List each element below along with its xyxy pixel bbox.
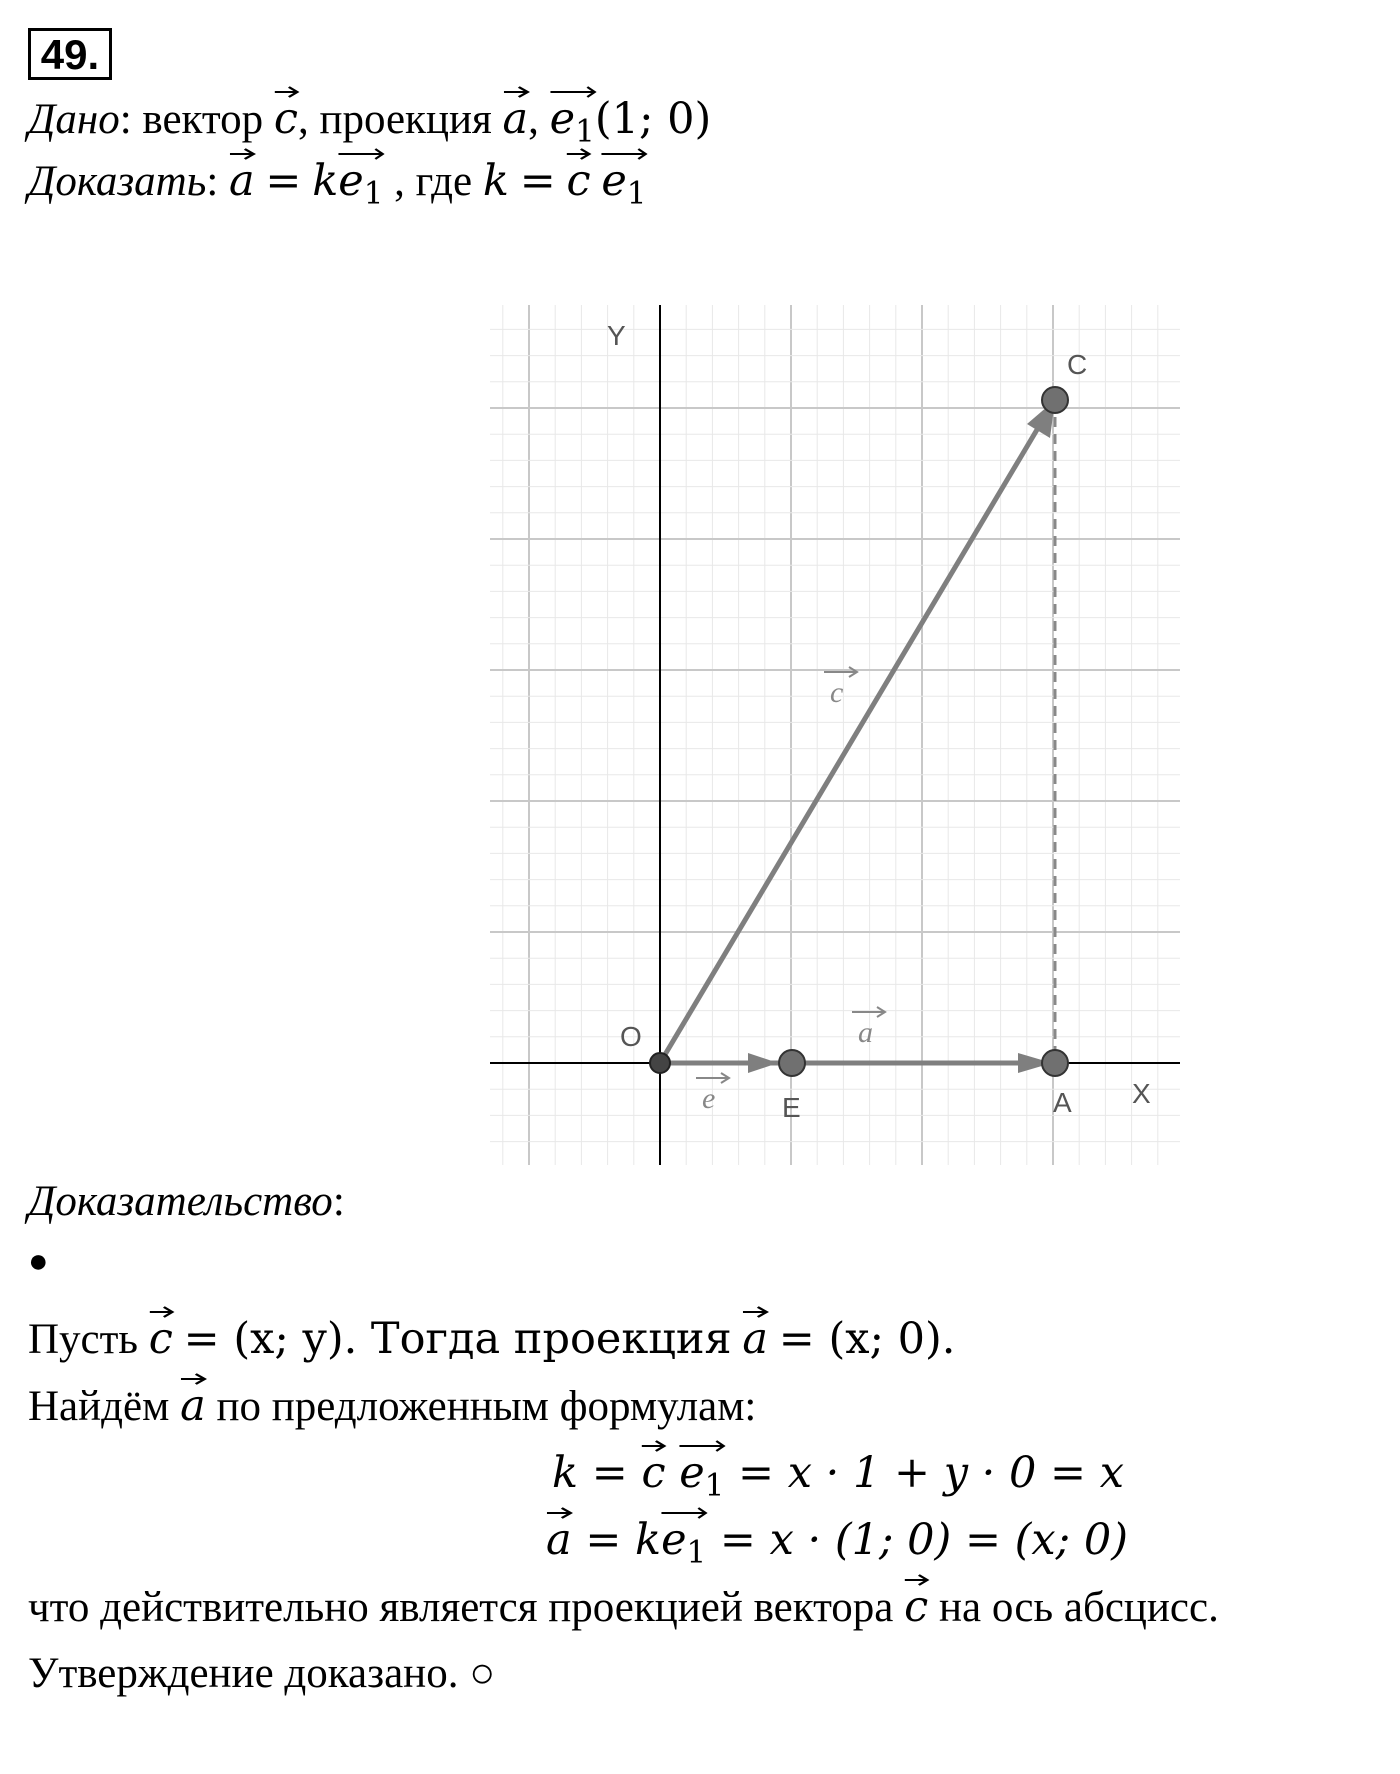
grid <box>490 305 1180 1165</box>
svg-text:a: a <box>858 1016 873 1049</box>
vector-c-symbol: c <box>641 1452 665 1495</box>
label-c: C <box>1067 349 1088 380</box>
vector-e1-symbol: $e_1$ <box>661 1519 706 1569</box>
proof-line-3: что действительно является проекцией вектора c на ось абсцисс. <box>28 1586 1219 1629</box>
vector-e1-symbol: $e_1$ <box>601 160 646 210</box>
vector-a-label <box>852 1007 885 1049</box>
given-text-vector: вектор <box>142 96 264 143</box>
y-axis-label: Y <box>607 320 626 351</box>
vector-c-symbol: c <box>566 160 590 203</box>
proof-line-2: Найдём a по предложенным формулам: <box>28 1385 756 1428</box>
point-o <box>650 1053 670 1073</box>
proof-line-1: Пусть c = (x; y). Тогда проекция a = (x; 0). <box>28 1318 955 1361</box>
proof-label: Доказательство <box>28 1178 333 1225</box>
vector-a-symbol: a <box>742 1318 768 1361</box>
given-text-projection: , проекция <box>297 96 492 143</box>
label-o: O <box>620 1021 642 1052</box>
vector-c-symbol: c <box>904 1586 928 1629</box>
x-axis-label: X <box>1132 1078 1151 1109</box>
problem-number: 49. <box>28 28 112 80</box>
proof-label-line: Доказательство: <box>28 1178 345 1225</box>
vector-c <box>660 428 1038 1063</box>
vector-e1-symbol: $e_1$ <box>550 98 595 148</box>
label-a: A <box>1053 1087 1072 1118</box>
proof-line-4: Утверждение доказано. ○ <box>28 1650 496 1697</box>
given-label: Дано <box>28 96 120 143</box>
given-line: Дано: вектор c, проекция a, $e_1(1$; 0) <box>28 98 711 148</box>
point-e <box>779 1050 805 1076</box>
svg-text:e: e <box>702 1082 716 1115</box>
vector-a-symbol: a <box>229 160 255 203</box>
vector-c-symbol: c <box>274 98 298 141</box>
prove-label: Доказать <box>28 158 207 205</box>
vector-a-symbol: a <box>503 98 529 141</box>
equation-2: a = k $e_1 = x \cdot (1$; 0) = (x; 0) <box>546 1519 1128 1569</box>
vector-e1-symbol: $e_1$ <box>679 1452 724 1502</box>
prove-where: , где <box>394 158 473 205</box>
prove-line: Доказать: a = k $e_1$ , где k = c $e_1$ <box>28 160 646 210</box>
vector-e-arrowhead <box>748 1053 778 1073</box>
vector-c-label <box>824 667 857 709</box>
equation-1: k = c $e_1 = x \cdot 1 + y \cdot 0 = x$ <box>552 1452 1124 1502</box>
proof-bullet: ● <box>28 1243 49 1280</box>
svg-text:c: c <box>830 676 844 709</box>
vector-a-symbol: a <box>180 1385 206 1428</box>
point-a <box>1042 1050 1068 1076</box>
vector-a-symbol: a <box>546 1519 572 1562</box>
point-c <box>1042 387 1068 413</box>
label-e: E <box>782 1092 801 1123</box>
vector-c-symbol: c <box>149 1318 173 1361</box>
e1-coords: (1; 0) <box>594 94 712 144</box>
vector-e1-symbol: $e_1$ <box>338 160 383 210</box>
